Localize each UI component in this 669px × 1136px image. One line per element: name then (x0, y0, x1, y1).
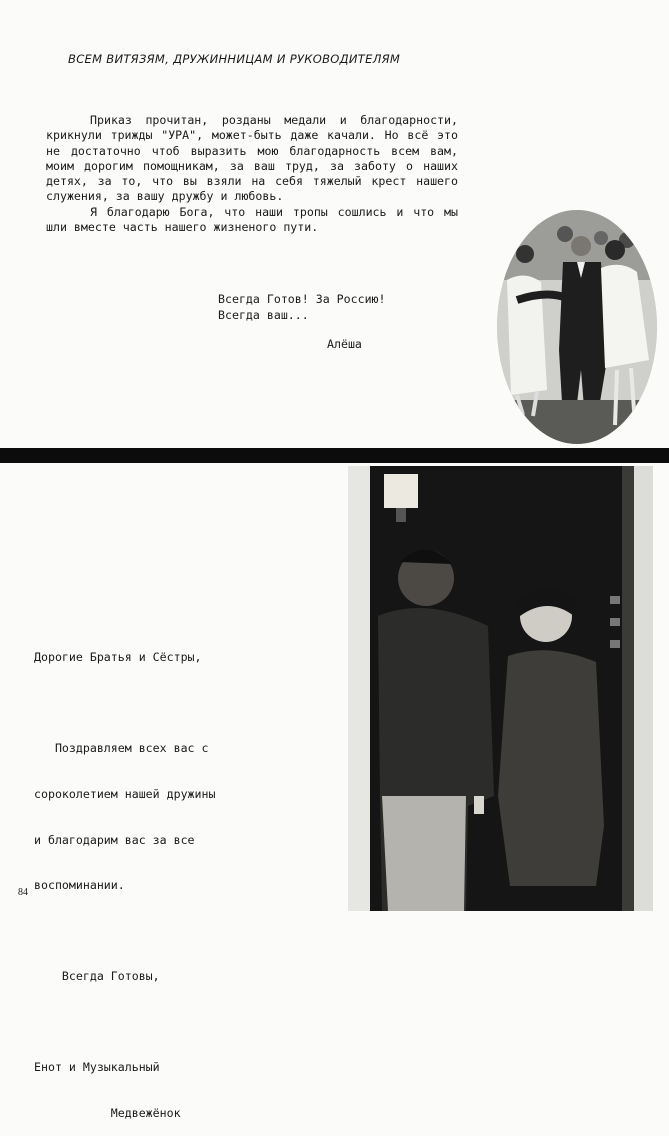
message-signature: Енот и Музыкальный (34, 1060, 160, 1075)
letter-closing (218, 291, 386, 323)
page-number: 84 (18, 887, 28, 898)
section-divider (0, 448, 669, 463)
closing-line: Всегда ваш... (218, 308, 309, 322)
letter-body (46, 113, 458, 235)
closing-line: Всегда Готов! За Россию! (218, 292, 386, 306)
letter-signature: Алёша (327, 337, 362, 351)
message-closing: Всегда Готовы, (34, 969, 160, 984)
two-men-doorway-photo (348, 466, 653, 911)
congratulation-message (34, 620, 215, 1136)
message-line: сороколетием нашей дружины (34, 787, 216, 802)
dancing-couples-illustration (497, 210, 657, 444)
letter-paragraph: Приказ прочитан, розданы медали и благодарности, крикнули трижды "УРА", может-быть даже качали. Но всё это не достаточно чтоб выразить мою благодарность всем вам, моим дорогим помощникам, за ваш труд, за заботу о наших детях, за то, что вы взяли на себя тяжелый крест нашего служения, за вашу дружбу и любовь. (46, 113, 458, 204)
doorway-illustration (348, 466, 653, 911)
letter-paragraph: Я благодарю Бога, что наши тропы сошлись и что мы шли вместе часть нашего жизненого пути. (46, 204, 458, 235)
message-greeting: Дорогие Братья и Сёстры, (34, 650, 202, 665)
message-line: воспоминании. (34, 878, 125, 893)
message-line: и благодарим вас за все (34, 832, 195, 847)
letter-heading: ВСЕМ ВИТЯЗЯМ, ДРУЖИННИЦАМ И РУКОВОДИТЕЛЯМ (68, 52, 401, 66)
dancing-couples-photo (497, 210, 657, 444)
message-signature: Медвежёнок (34, 1105, 181, 1120)
message-line: Поздравляем всех вас с (34, 741, 209, 756)
